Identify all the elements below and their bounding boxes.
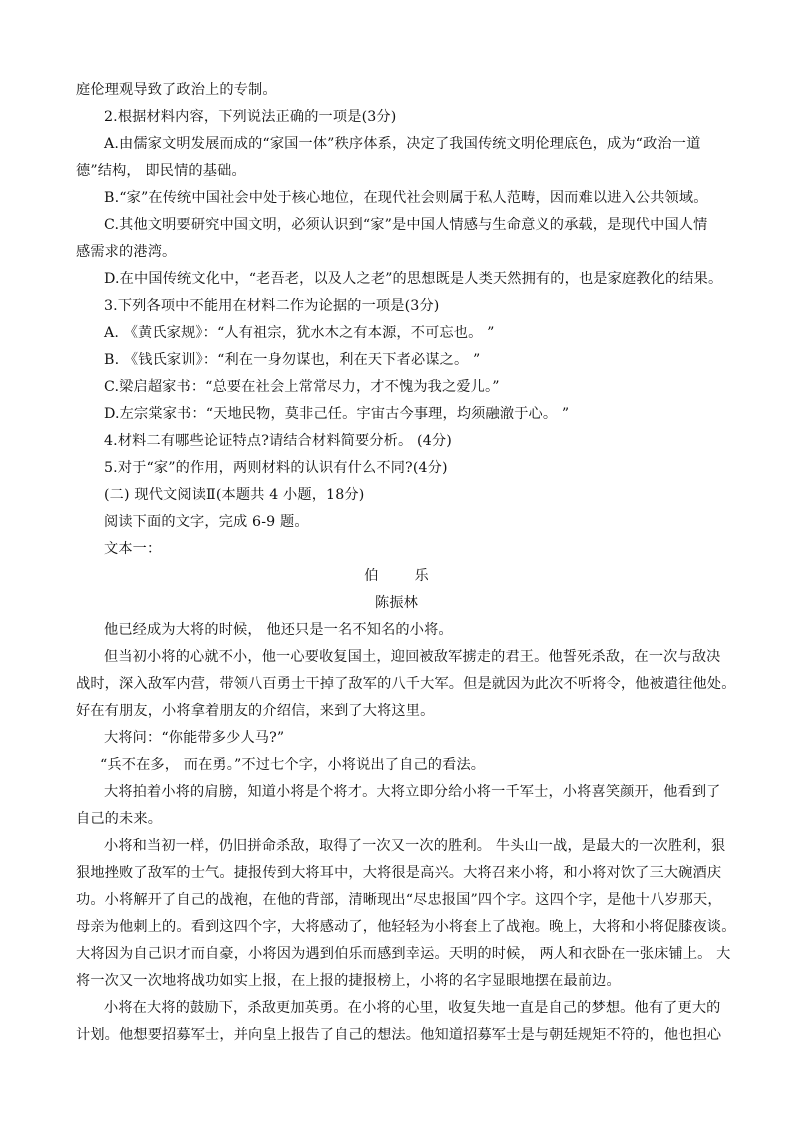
option-3a: A. 《黄氏家规》：“人有祖宗，犹水木之有本源，不可忘也。 ” — [104, 325, 495, 341]
option-2d: D.在中国传统文化中，“老吾老，以及人之老”的思想既是人类天然拥有的，也是家庭教化的结果。 — [104, 271, 723, 287]
option-2c: C.其他文明要研究中国文明，必须认识到“家”是中国人情感与生命意义的承载，是现代中国人情 — [104, 217, 708, 233]
paragraph-line: 功。小将解开了自己的战袍，在他的背部，清晰现出“尽忠报国”四个字。这四个字，是他十八岁那天， — [76, 892, 722, 908]
question-4: 4.材料二有哪些论证特点?请结合材料简要分析。 (4分) — [104, 433, 452, 449]
option-3d: D.左宗棠家书：“天地民物，莫非己任。宇宙古今事理，均须融澈于心。 ” — [104, 406, 570, 422]
paragraph-line: 自己的未来。 — [76, 811, 163, 827]
paragraph-line: 他已经成为大将的时候， 他还只是一名不知名的小将。 — [104, 622, 453, 638]
option-2a-cont: 德”结构， 即民情的基础。 — [76, 163, 246, 179]
question-5: 5.对于“家”的作用，两则材料的认识有什么不同?(4分) — [104, 460, 448, 476]
question-3: 3.下列各项中不能用在材料二作为论据的一项是(3分) — [104, 298, 440, 314]
text-label: 文本一： — [104, 541, 162, 557]
paragraph-line: 狠地挫败了敌军的士气。捷报传到大将耳中，大将很是高兴。大将召来小将，和小将对饮了三大碗酒庆 — [76, 865, 722, 881]
paragraph-line: 但当初小将的心就不小，他一心要收复国土，迎回被敌军掳走的君王。他誓死杀敌，在一次与敌决 — [104, 649, 721, 665]
option-2c-cont: 感需求的港湾。 — [76, 244, 177, 260]
section-heading: (二) 现代文阅读Ⅱ(本题共 4 小题，18分) — [104, 487, 365, 503]
option-2a: A.由儒家文明发展而成的“家国一体”秩序体系，决定了我国传统文明伦理底色，成为“政治一道 — [104, 136, 701, 152]
instruction: 阅读下面的文字，完成 6-9 题。 — [104, 514, 309, 530]
paragraph-line: 战时，深入敌军内营，带领八百勇士干掉了敌军的八千大军。但是就因为此次不听将令，他被遣往他处。 — [76, 676, 736, 692]
paragraph-line: 母亲为他刺上的。看到这四个字，大将感动了，他轻轻为小将套上了战袍。晚上，大将和小将促膝夜谈。 — [76, 919, 736, 935]
option-3c: C.梁启超家书：“总要在社会上常常尽力，才不愧为我之爱儿。” — [104, 379, 500, 395]
question-2: 2.根据材料内容，下列说法正确的一项是(3分) — [104, 109, 397, 125]
option-3b: B. 《钱氏家训》：“利在一身勿谋也，利在天下者必谋之。 ” — [104, 352, 481, 368]
option-2b: B.“家”在传统中国社会中处于核心地位，在现代社会则属于私人范畴，因而难以进入公共领域。 — [104, 190, 708, 206]
story-author: 陈振林 — [374, 595, 418, 611]
paragraph-line: 好在有朋友，小将拿着朋友的介绍信，来到了大将这里。 — [76, 703, 435, 719]
paragraph-line: 小将在大将的鼓励下，杀敌更加英勇。在小将的心里，收复失地一直是自己的梦想。他有了更大的 — [104, 1000, 721, 1016]
paragraph-line: 大将问：“你能带多少人马?” — [104, 730, 285, 746]
paragraph-line: 大将拍着小将的肩膀，知道小将是个将才。大将立即分给小将一千军士，小将喜笑颜开，他看到了 — [104, 784, 721, 800]
text-line: 庭伦理观导致了政治上的专制。 — [76, 82, 277, 98]
paragraph-line: 计划。他想要招募军士，并向皇上报告了自己的想法。他知道招募军士是与朝廷规矩不符的，他也担心 — [76, 1027, 722, 1043]
paragraph-line: 大将因为自己识才而自豪，小将因为遇到伯乐而感到幸运。天明的时候， 两人和衣卧在一张床铺上。 大 — [76, 946, 731, 962]
paragraph-line: “兵不在多， 而在勇。”不过七个字，小将说出了自己的看法。 — [100, 757, 486, 773]
paragraph-line: 将一次又一次地将战功如实上报，在上报的捷报榜上，小将的名字显眼地摆在最前边。 — [76, 973, 621, 989]
paragraph-line: 小将和当初一样，仍旧拼命杀敌，取得了一次又一次的胜利。 牛头山一战，是最大的一次胜利，狠 — [104, 838, 726, 854]
story-title: 伯 乐 — [364, 568, 429, 584]
